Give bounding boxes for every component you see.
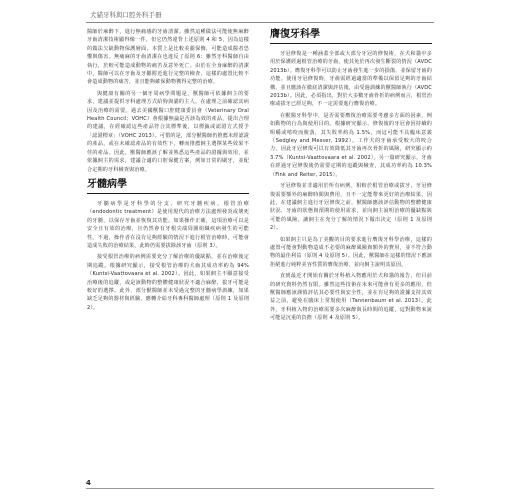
body-paragraph: 牙冠修復並非適用於所有病例。相較於根管治療或拔牙，牙冠修復需要額外的麻醉時間與費用，且不一定能帶來更好的治療結果。因此，在建議飼主進行牙冠修復之前，獸醫師應該評估動物的整體健康狀況、牙齒的狀態與預期的使用需求，並向飼主說明治療的優缺點與可能的風險，讓飼主在充分了解的情況下做出決定（原則 1 及原則 2）。 (270, 183, 432, 232)
body-paragraph: 直到最近才開始有關於牙科植入物應用於犬和貓的報告，但目前的研究資料仍然有限。雖然這些技術在未來可能會有更多的應用，但獸醫師應該謹慎評估其必要性與安全性，並在有足夠的證據支持其效益之前，避免在臨床上常規使用（Tannenbaum et al. 2013）。此外，牙科植入物的治療需要多次麻醉與長時間的追蹤，這對動物來說可能是沉重的負擔（原則 4 及原則 5）。 (270, 273, 432, 322)
footer-rule (86, 488, 434, 489)
body-paragraph: 在獸醫牙科學中，是否需要膺復治療需要考慮多方面的因素，例如動物的行為與使用目的。根據研究顯示，修復後的牙冠會因持續的咀嚼或啃咬而脫落，其失敗率約為 1.5%，而這可能不具臨床意義（Sedgley and Messer, 1992）。工作犬的牙齒承受較大的咬合力，因此牙冠修復可以有效降低其牙齒再次骨折的風險，研究顯示約 3.7%（Kuntsi-Vaattovaara et al. 2002）。另一篇研究顯示，牙齒在經過牙冠修復後仍需要定期的追蹤與檢查，其成功率約為 10.3%（Fink and Reiter, 2015）。 (270, 112, 432, 178)
section-heading-endodontics: 牙髓病學 (87, 178, 249, 194)
body-paragraph: 與健康有關的另一個牙周病學問題是，獸醫師可依據飼主的要求，建議並提供牙科處理方式給狗與貓的主人，在處理之前確認其病因及治療的需要。過去美國獸醫口腔健康委員會（Veterinary Oral Health Council；VOHC）會根據無論是否該為效的產品，提出合理的建議，在經確認這些產品符合其標準後，以標籤或認證方式授予「認證標章」（VOHC 2013）。可惜的是，部分獸醫師仍推薦未經認證的產品，或在未確認產品的有效性下，轉而推薦飼主選擇某些效果不佳的產品。因此，獸醫師應該了解並熟悉這些產品的證據與效用，並依據飼主的需求，建議合適的口腔保健方案，例如日常的刷牙，並配合定期的牙科檢查與治療。 (87, 90, 249, 173)
right-column (270, 28, 432, 326)
body-paragraph: 醫師於麻醉下，進行無痛感的牙齒清潔。雖然這種做法可能使無麻醉牙齒清潔技術顯得像一件，但它仍然違背上述原則 4 和 5，因為這樣的做法欠缺動物保護層面，本質上是比較美麗保飾，可能造成醫者恐懼與傷害。無痛麻的牙齒清潔在也違反了原則 6：雖然牙科醫師自由執行，於較可能造成動物的痛苦及意外死亡。由於在全身麻醉的清潔中，醫師可以在牙齒及牙齦附近進行完整的檢查，這樣的處置比較不會造成動物的痛苦，並且能夠確保動物獲得完整的治療。 (87, 29, 249, 86)
running-header (86, 10, 434, 23)
left-column (87, 28, 249, 315)
section-heading-prosthodontics: 膺復牙科學 (270, 28, 432, 44)
body-paragraph: 接受根管治療的病例需要充分了解治療的優缺點，並在治療後定期追蹤。根據研究顯示，接受根管治療的犬齒其成功率約為 94%（Kuntsi-Vaattovaara et al. 2002）。因此，如果飼主不願意接受治療後的追蹤，或是該動物的整體健康狀況不適合麻醉，拔牙可能是較好的選擇。此外，部分獸醫師並未受過完整的牙髓病學訓練，如果缺乏足夠的器材與經驗，應轉介給牙科專科醫師處理（原則 1 及原則 2）。 (87, 254, 249, 311)
body-paragraph: 牙髓病學是牙科學的分支，研究牙髓疾病。根管治療（endodontic treatment）是使用現代的治療方法處理發炎或壞死的牙髓，以保存牙齒並恢復其功能。如果操作正確，這項治療可以是安全且有效的治療，且仍然會有牙根尖端周圍組織疾病發生的可能性。不過，操作者在沒有足夠經驗的情況下進行根管治療時，可能會造成失敗的治療結果，此時仍需要拔除該牙齒（原則 3）。 (87, 200, 249, 249)
body-paragraph: 牙冠修復是一種涵蓋全部或大部分牙冠的修復術，在犬和貓中多用於保護經過根管治療的牙齒，使其免於再次發生斷裂的情況（AVDC 2013b）。膺復牙科學可以防止牙齒發生進一步的損傷，並保留牙齒的功能。使用牙冠修復時，牙齒需經過適當的準備以保留足夠的牙齒結構，並且應該在徹底清潔與評估後，由受過訓練的獸醫師執行（AVDC 2013b）。因此，必須指出，對於大多數牙齒骨折的病例而言，根管治療或拔牙已經足夠，不一定需要進行膺復治療。 (270, 51, 432, 108)
page-number: 4 (86, 479, 91, 487)
running-title: 犬貓牙科與口腔外科手冊 (90, 11, 162, 19)
body-paragraph: 如果飼主只是為了美觀的目的要求進行膺復牙科學治療，這樣的處置可能會對動物造成不必要的麻醉風險與額外的費用，並不符合動物的最佳利益（原則 4 及原則 5）。因此，獸醫師在這樣的情況下應該拒絕進行純粹美容性質的膺復治療，並向飼主說明其原因。 (270, 236, 432, 268)
